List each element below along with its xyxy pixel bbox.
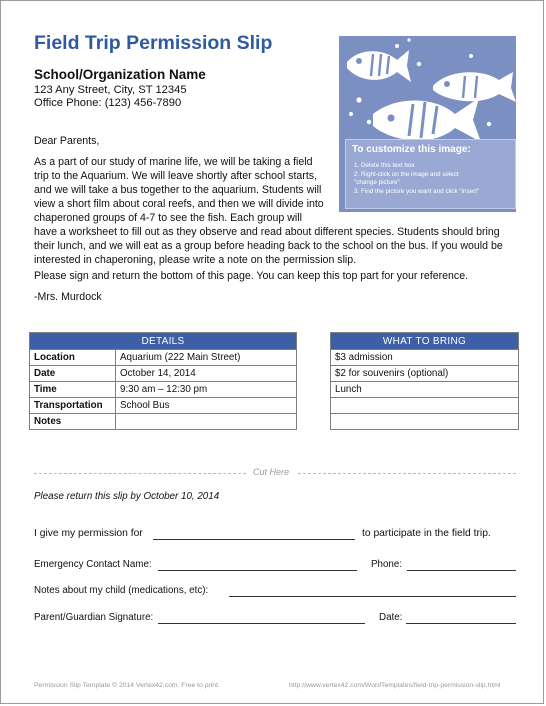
- bring-item[interactable]: $3 admission: [331, 350, 519, 366]
- table-row: [30, 350, 297, 366]
- phone-field[interactable]: [407, 570, 516, 571]
- permission-prefix: I give my permission for: [34, 528, 143, 539]
- table-row: [331, 398, 519, 414]
- letter-line: and we will take a bus together to the aquarium. Students will: [34, 184, 322, 196]
- student-name-field[interactable]: [153, 539, 355, 540]
- customize-step: 3. Find the picture you want and click "insert": [354, 188, 480, 195]
- bring-header: WHAT TO BRING: [331, 333, 519, 350]
- cut-line-left: [34, 473, 246, 474]
- footer-url-link[interactable]: http://www.vertex42.com/WordTemplates/field-trip-permission-slip.html: [289, 682, 501, 689]
- phone-label: Phone:: [371, 559, 403, 570]
- fish-shape-1: [347, 50, 411, 82]
- letter-instruction: Please sign and return the bottom of this page. You can keep this top part for your reference.: [34, 270, 469, 282]
- details-table: [29, 332, 297, 430]
- bring-item[interactable]: [331, 414, 519, 430]
- letter-line: view a short film about coral reefs, and then we will divide into: [34, 198, 324, 210]
- letter-greeting: Dear Parents,: [34, 135, 100, 147]
- date-label: Date:: [379, 612, 403, 623]
- bring-item[interactable]: [331, 398, 519, 414]
- page-title: Field Trip Permission Slip: [34, 32, 273, 54]
- letter-line: chaperoned groups of 4-7 to see the fish. Each group will: [34, 212, 302, 224]
- table-row: [30, 398, 297, 414]
- details-label: Time: [30, 382, 116, 398]
- letter-signoff: -Mrs. Murdock: [34, 291, 102, 303]
- customize-step: 1. Delete this text box: [354, 162, 415, 169]
- emergency-contact-field[interactable]: [158, 570, 357, 571]
- table-row: [331, 350, 519, 366]
- letter-line: have a worksheet to fill out as they observe and read about different species. Students should bring: [34, 226, 500, 238]
- permission-suffix: to participate in the field trip.: [362, 528, 491, 539]
- table-row: [30, 366, 297, 382]
- table-row: [30, 414, 297, 430]
- letter-line: trip to the Aquarium. We will leave shortly after school starts,: [34, 170, 318, 182]
- table-row: [331, 382, 519, 398]
- fish-shape-3: [433, 72, 516, 102]
- signature-field[interactable]: [158, 623, 365, 624]
- letter-line: interested in chaperoning, please write a note on the permission slip.: [34, 254, 357, 266]
- letter-line: As a part of our study of marine life, we will be taking a field: [34, 156, 313, 168]
- org-name: School/Organization Name: [34, 67, 206, 82]
- details-value[interactable]: 9:30 am – 12:30 pm: [116, 382, 297, 398]
- table-row: [30, 382, 297, 398]
- details-header: DETAILS: [30, 333, 297, 350]
- details-label: Notes: [30, 414, 116, 430]
- notes-label: Notes about my child (medications, etc):: [34, 585, 209, 596]
- details-value[interactable]: School Bus: [116, 398, 297, 414]
- org-address: 123 Any Street, City, ST 12345: [34, 84, 187, 96]
- details-label: Date: [30, 366, 116, 382]
- letter-line: their lunch, and we will eat as a group before heading back to the school on the bus. If you would be: [34, 240, 503, 252]
- details-value[interactable]: October 14, 2014: [116, 366, 297, 382]
- bring-item[interactable]: Lunch: [331, 382, 519, 398]
- footer-copyright: Permission Slip Template © 2014 Vertex42.com. Free to print.: [34, 682, 220, 689]
- org-phone: Office Phone: (123) 456-7890: [34, 97, 182, 109]
- table-row: [331, 414, 519, 430]
- fish-shape-2: [373, 98, 481, 142]
- letter-paragraph: [34, 155, 503, 267]
- cut-here-label: Cut Here: [253, 467, 290, 477]
- cut-line-right: [298, 473, 516, 474]
- details-value[interactable]: Aquarium (222 Main Street): [116, 350, 297, 366]
- details-value[interactable]: [116, 414, 297, 430]
- customize-title: To customize this image:: [352, 144, 471, 155]
- customize-step: 2. Right-click on the image and select: [354, 171, 459, 178]
- return-note: Please return this slip by October 10, 2014: [34, 491, 220, 502]
- table-row: [331, 366, 519, 382]
- emergency-contact-label: Emergency Contact Name:: [34, 559, 152, 570]
- details-label: Transportation: [30, 398, 116, 414]
- notes-field[interactable]: [229, 596, 516, 597]
- customize-step: "change picture": [354, 179, 400, 186]
- bring-table: [330, 332, 519, 430]
- bring-item[interactable]: $2 for souvenirs (optional): [331, 366, 519, 382]
- signature-label: Parent/Guardian Signature:: [34, 612, 154, 623]
- date-field[interactable]: [406, 623, 516, 624]
- details-label: Location: [30, 350, 116, 366]
